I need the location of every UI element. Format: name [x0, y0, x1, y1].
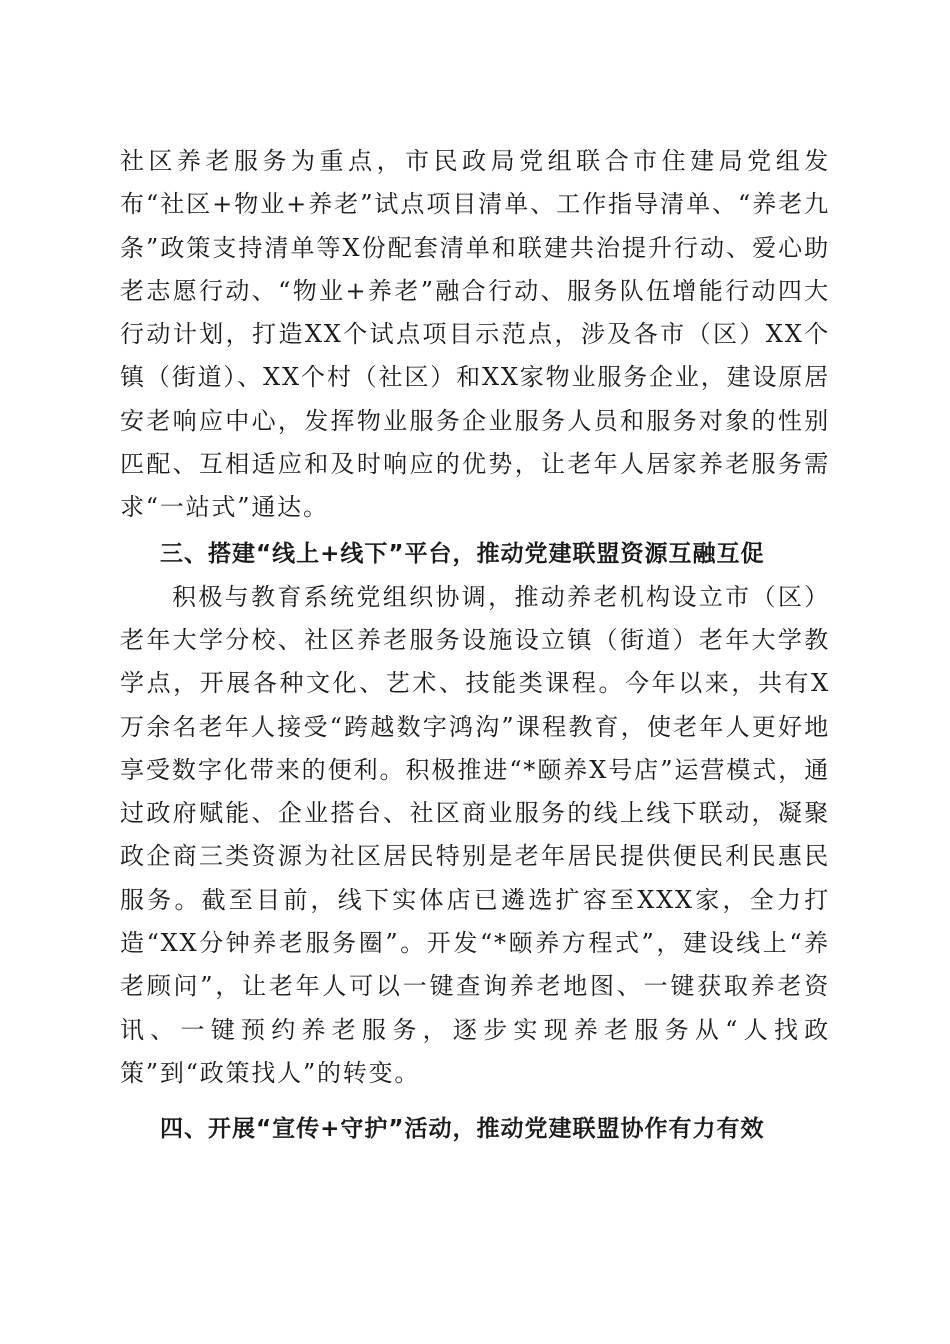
document-page	[120, 140, 830, 1151]
paragraph-community-elderly-care: 社区养老服务为重点，市民政局党组联合市住建局党组发布“社区+物业+养老”试点项目清单、工作指导清单、“养老九条”政策支持清单等X份配套清单和联建共治提升行动、爱心助老志愿行动、“物业+养老”融合行动、服务队伍增能行动四大行动计划，打造XX个试点项目示范点，涉及各市（区）XX个镇（街道）、XX个村（社区）和XX家物业服务企业，建设原居安老响应中心，发挥物业服务企业服务人员和服务对象的性别匹配、互相适应和及时响应的优势，让老年人居家养老服务需求“一站式”通达。	[120, 147, 830, 522]
section-heading-4: 四、开展“宣传+守护”活动，推动党建联盟协作有力有效	[160, 1116, 765, 1143]
paragraph-online-offline-platform: 积极与教育系统党组织协调，推动养老机构设立市（区）老年大学分校、社区养老服务设施设立镇（街道）老年大学教学点，开展各种文化、艺术、技能类课程。今年以来，共有X万余名老年人接受“跨越数字鸿沟”课程教育，使老年人更好地享受数字化带来的便利。积极推进“*颐养X号店”运营模式，通过政府赋能、企业搭台、社区商业服务的线上线下联动，凝聚政企商三类资源为社区居民特别是老年居民提供便民利民惠民服务。截至目前，线下实体店已遴选扩容至XXX家，全力打造“XX分钟养老服务圈”。开发“*颐养方程式”，建设线上“养老顾问”，让老年人可以一键查询养老地图、一键获取养老资讯、一键预约养老服务，逐步实现养老服务从“人找政策”到“政策找人”的转变。	[120, 582, 830, 1087]
section-heading-3: 三、搭建“线上+线下”平台，推动党建联盟资源互融互促	[160, 540, 765, 567]
